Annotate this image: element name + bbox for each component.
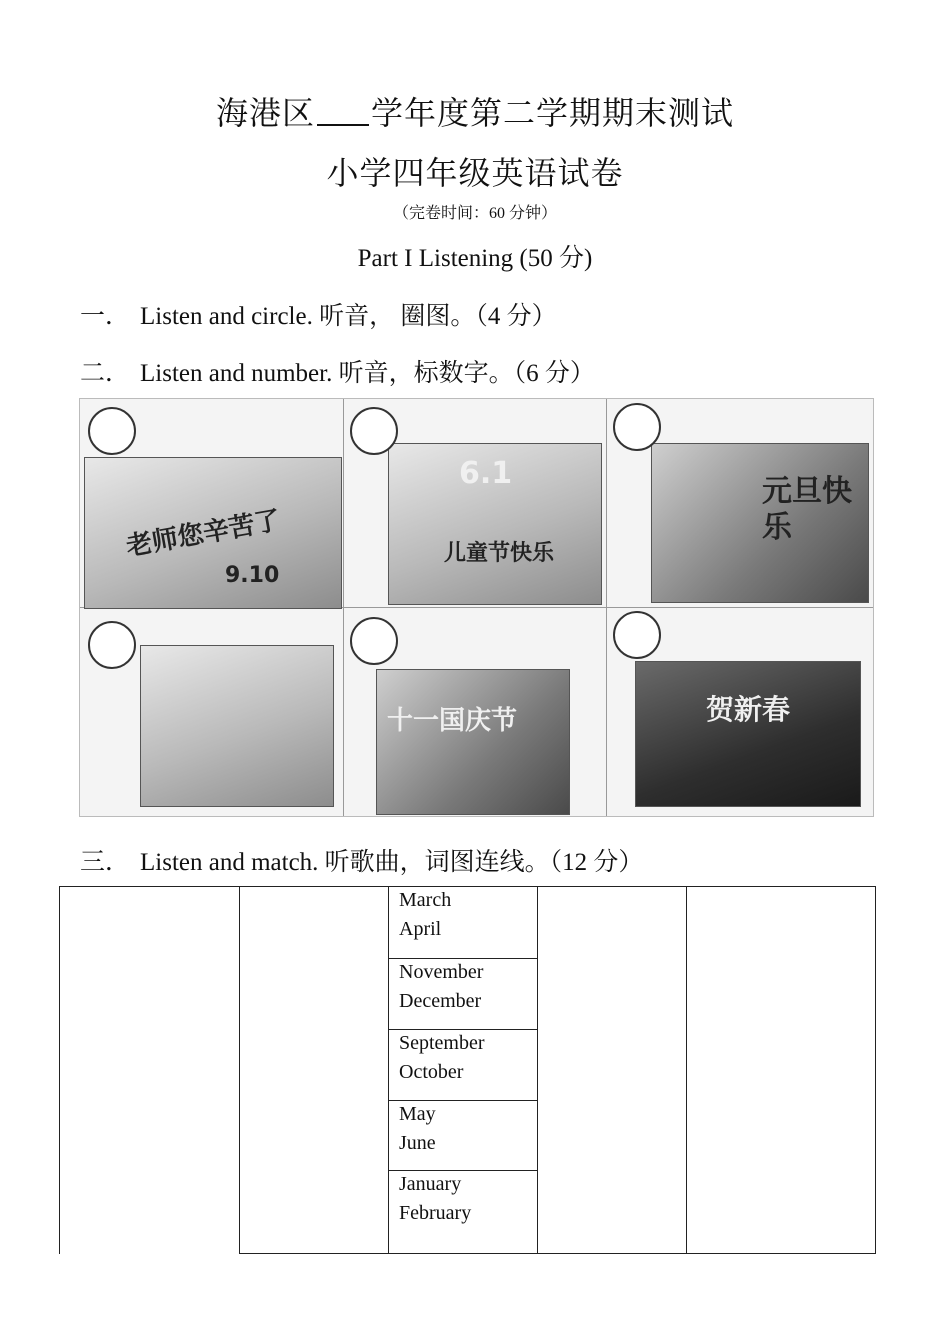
answer-circle[interactable] [613, 611, 661, 659]
question-number: 一． [80, 303, 131, 330]
exam-title-district: 海港区 [215, 95, 315, 131]
part-heading: Part I Listening (50 分) [357, 245, 593, 272]
table-border [686, 886, 687, 1254]
childrens-day-picture [388, 443, 602, 605]
question-1 [80, 296, 557, 332]
answer-circle[interactable] [88, 621, 136, 669]
answer-circle[interactable] [88, 407, 136, 455]
exam-title-rest: 学年度第二学期期末测试 [371, 95, 735, 131]
national-day-picture [376, 669, 570, 815]
year-blank [317, 96, 369, 126]
time-note: （完卷时间：60 分钟） [392, 205, 557, 222]
exam-subtitle: 小学四年级英语试卷 [326, 155, 624, 191]
picture-date: 6.1 [459, 456, 513, 491]
question-text: Listen and match. 听歌曲，词图连线。（12 分） [140, 849, 644, 876]
soldiers-picture [140, 645, 334, 807]
table-border [239, 886, 240, 1254]
exam-title [0, 88, 950, 134]
month-label: June [399, 1132, 436, 1154]
teachers-day-picture [84, 457, 342, 609]
month-label: December [399, 990, 482, 1012]
question-number: 二． [80, 360, 131, 387]
picture-caption: 十一国庆节 [387, 706, 518, 736]
picture-caption: 儿童节快乐 [444, 541, 555, 566]
month-label: January [399, 1173, 462, 1195]
question-3 [80, 842, 643, 878]
month-label: September [399, 1032, 485, 1054]
table-border [875, 886, 876, 1254]
spring-festival-picture [635, 661, 861, 807]
month-cell [390, 1100, 537, 1158]
new-year-picture [651, 443, 869, 603]
picture-caption: 元旦快乐 [762, 474, 852, 545]
month-cell [390, 886, 537, 944]
table-border [59, 886, 60, 1254]
festival-pictures-panel [79, 398, 874, 817]
month-label: April [399, 918, 442, 940]
table-border [239, 1253, 876, 1254]
question-number: 三． [80, 849, 131, 876]
question-2 [80, 353, 595, 389]
month-label: March [399, 889, 452, 911]
answer-circle[interactable] [613, 403, 661, 451]
picture-caption: 老师您辛苦了 [124, 505, 283, 563]
month-cell [390, 1170, 537, 1228]
table-border [388, 886, 389, 1254]
picture-caption: 贺新春 [706, 693, 791, 726]
table-border [537, 886, 538, 1254]
month-label: November [399, 961, 484, 983]
month-label: October [399, 1061, 464, 1083]
answer-circle[interactable] [350, 617, 398, 665]
month-label: February [399, 1202, 472, 1224]
month-cell [390, 958, 537, 1016]
question-text: Listen and circle. 听音， 圈图。（4 分） [140, 303, 557, 330]
picture-date: 9.10 [225, 563, 280, 588]
month-cell [390, 1029, 537, 1087]
question-text: Listen and number. 听音，标数字。（6 分） [140, 360, 595, 387]
answer-circle[interactable] [350, 407, 398, 455]
month-label: May [399, 1103, 436, 1125]
